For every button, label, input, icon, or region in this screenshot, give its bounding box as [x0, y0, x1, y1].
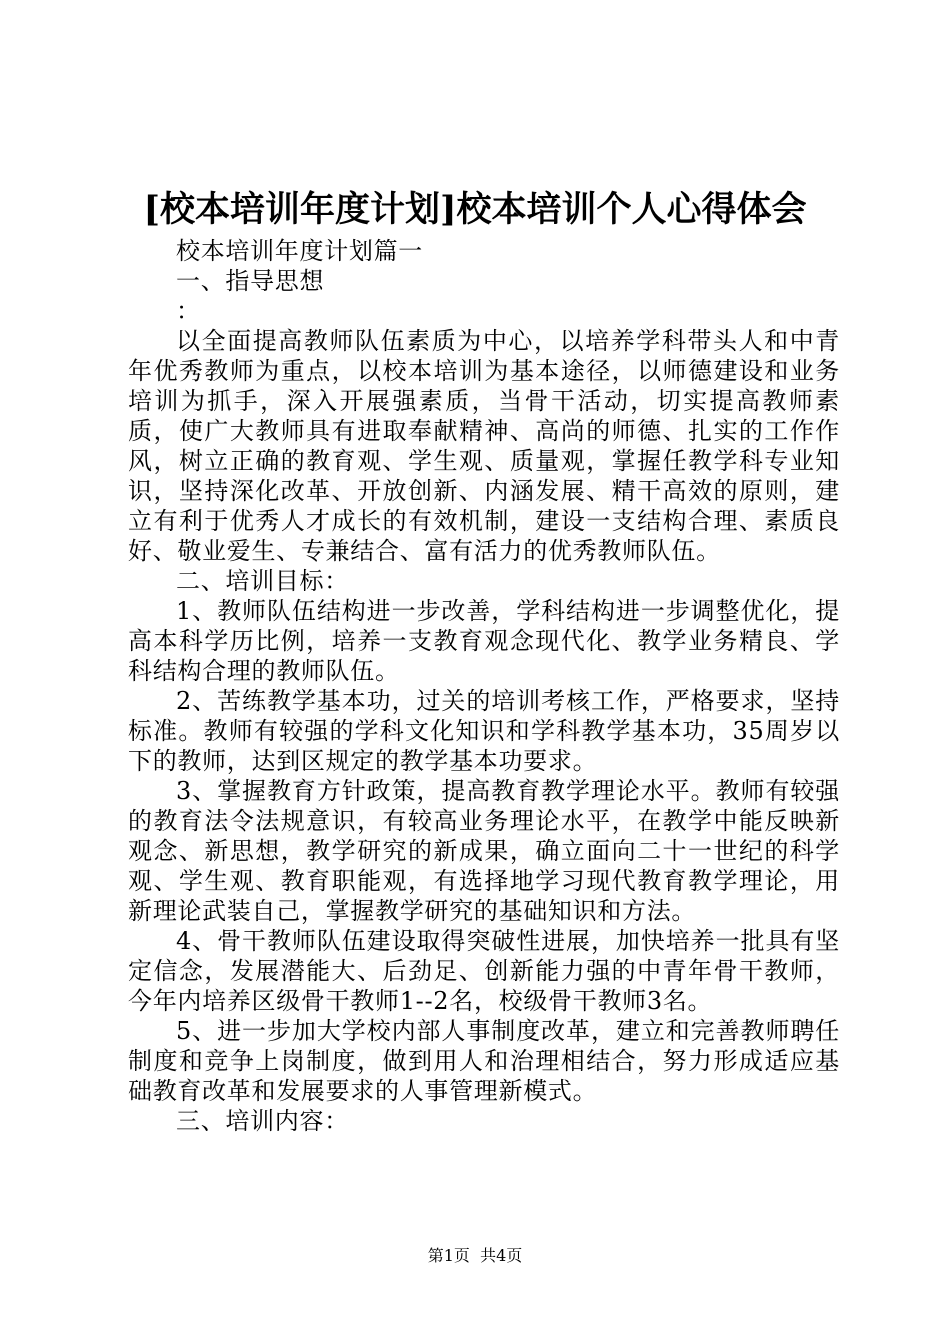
paragraph-guiding-ideology: 以全面提高教师队伍素质为中心，以培养学科带头人和中青年优秀教师为重点，以校本培训为基本途径，以师德建设和业务培训为抓手，深入开展强素质，当骨干活动，切实提高教师素质，使广大教师具有进取奉献精神、高尚的师德、扎实的工作作风，树立正确的教育观、学生观、质量观，掌握任教学科专业知识，坚持深化改革、开放创新、内涵发展、精干高效的原则，建立有利于优秀人才成长的有效机制，建设一支结构合理、素质良好、敬业爱生、专兼结合、富有活力的优秀教师队伍。 — [128, 327, 840, 565]
goal-item-2: 2、苦练教学基本功，过关的培训考核工作，严格要求，坚持标准。教师有较强的学科文化知识和学科教学基本功，35周岁以下的教师，达到区规定的教学基本功要求。 — [128, 687, 840, 775]
document-body — [128, 236, 840, 1136]
page-number: 第1页 共4页 — [427, 1246, 523, 1265]
goal-item-3: 3、掌握教育方针政策，提高教育教学理论水平。教师有较强的教育法令法规意识，有较高业务理论水平，在教学中能反映新观念、新思想，教学研究的新成果，确立面向二十一世纪的科学观、学生观、教育职能观，有选择地学习现代教育教学理论，用新理论武装自己，掌握教学研究的基础知识和方法。 — [128, 777, 840, 925]
heading-training-content: 三、培训内容： — [176, 1107, 349, 1135]
section-subtitle: 校本培训年度计划篇一 — [176, 237, 423, 265]
colon-line: ： — [176, 297, 201, 325]
heading-training-goals: 二、培训目标： — [176, 567, 349, 595]
page-footer — [0, 1245, 950, 1267]
goal-item-1: 1、教师队伍结构进一步改善，学科结构进一步调整优化，提高本科学历比例，培养一支教育观念现代化、教学业务精良、学科结构合理的教师队伍。 — [128, 597, 840, 685]
document-title: [校本培训年度计划]校本培训个人心得体会 — [143, 189, 807, 230]
goal-item-4: 4、骨干教师队伍建设取得突破性进展，加快培养一批具有坚定信念，发展潜能大、后劲足、创新能力强的中青年骨干教师，今年内培养区级骨干教师1--2名，校级骨干教师3名。 — [128, 927, 840, 1015]
heading-guiding-ideology: 一、指导思想 — [176, 267, 325, 295]
goal-item-5: 5、进一步加大学校内部人事制度改革，建立和完善教师聘任制度和竞争上岗制度，做到用人和治理相结合，努力形成适应基础教育改革和发展要求的人事管理新模式。 — [128, 1017, 840, 1105]
